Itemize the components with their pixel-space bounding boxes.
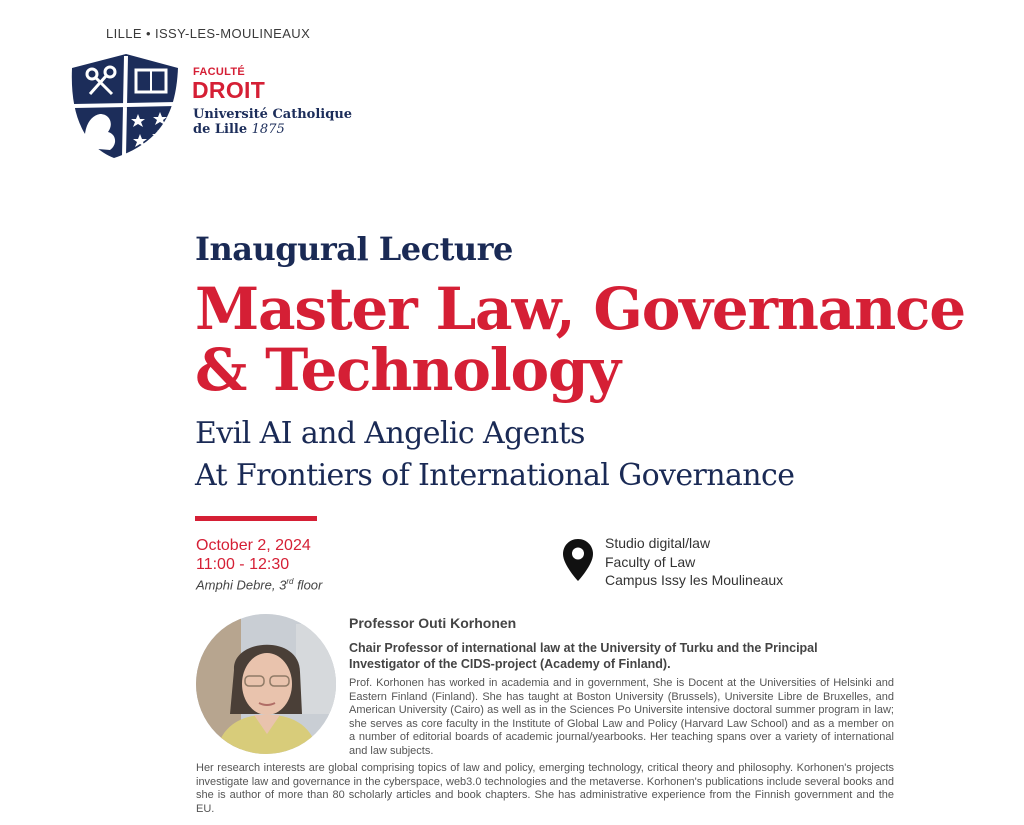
logo-faculte-text: FACULTÉ [193, 66, 246, 78]
portrait-illustration [196, 614, 336, 754]
speaker-portrait [196, 614, 336, 754]
logo-university-name: Université Catholique [193, 107, 353, 122]
event-room [196, 577, 322, 592]
event-title-line-1: Master Law, Governance [195, 275, 965, 343]
event-title-line-2: & Technology [195, 336, 620, 404]
speaker-role: Chair Professor of international law at the University of Turku and the Principal Investigator of the CIDS-project (Academy of Finland). [349, 641, 818, 671]
logo-year: 1875 [251, 122, 285, 137]
room-name: Amphi Debre, 3 [196, 577, 287, 593]
logo-city-text: de Lille [193, 122, 248, 137]
speaker-name: Professor Outi Korhonen [349, 615, 517, 631]
venue-line-3: Campus Issy les Moulineaux [605, 572, 784, 588]
logo-university-city [193, 122, 285, 137]
logo-droit-text: DROIT [192, 77, 266, 103]
divider-rule [195, 516, 317, 521]
lecture-subtitle-line-2: At Frontiers of International Governance [195, 458, 795, 493]
room-floor-suffix: floor [293, 577, 323, 593]
event-time: 11:00 - 12:30 [196, 556, 290, 573]
event-label: Inaugural Lecture [195, 230, 513, 268]
event-date: October 2, 2024 [196, 537, 311, 554]
speaker-bio-part-2: Her research interests are global comprising topics of law and policy, emerging technology, critical theory and philosophy. Korhonen's projects investigate law and governance in the cyberspace, web3.0 technologies and the metaverse. Korhonen's publications include several books and she is author of more than 80 scholarly articles and book chapters. She has administrative experience from the Finnish government and the EU. [196, 762, 894, 815]
venue-line-1: Studio digital/law [605, 535, 711, 551]
campus-locations: LILLE • ISSY-LES-MOULINEAUX [106, 26, 311, 41]
lecture-subtitle-line-1: Evil AI and Angelic Agents [195, 416, 585, 451]
venue-line-2: Faculty of Law [605, 554, 696, 570]
room-floor-ordinal: rd [286, 577, 294, 586]
university-shield-logo [66, 50, 182, 160]
speaker-bio-part-1: Prof. Korhonen has worked in academia and in government, She is Docent at the Universities of Helsinki and Eastern Finland (Finland). She has taught at Boston University (Brussels), Universite Libre de Bruxelles, and American University (Cairo) as well as in the Sciences Po Universite intensive doctoral summer program in law; she serves as core faculty in the Institute of Global Law and Policy (Harvard Law School) and as a member on a number of editorial boards of academic journal/yearbooks. Her teaching spans over a variety of international and law subjects. [349, 677, 894, 757]
location-pin-icon [562, 538, 594, 582]
